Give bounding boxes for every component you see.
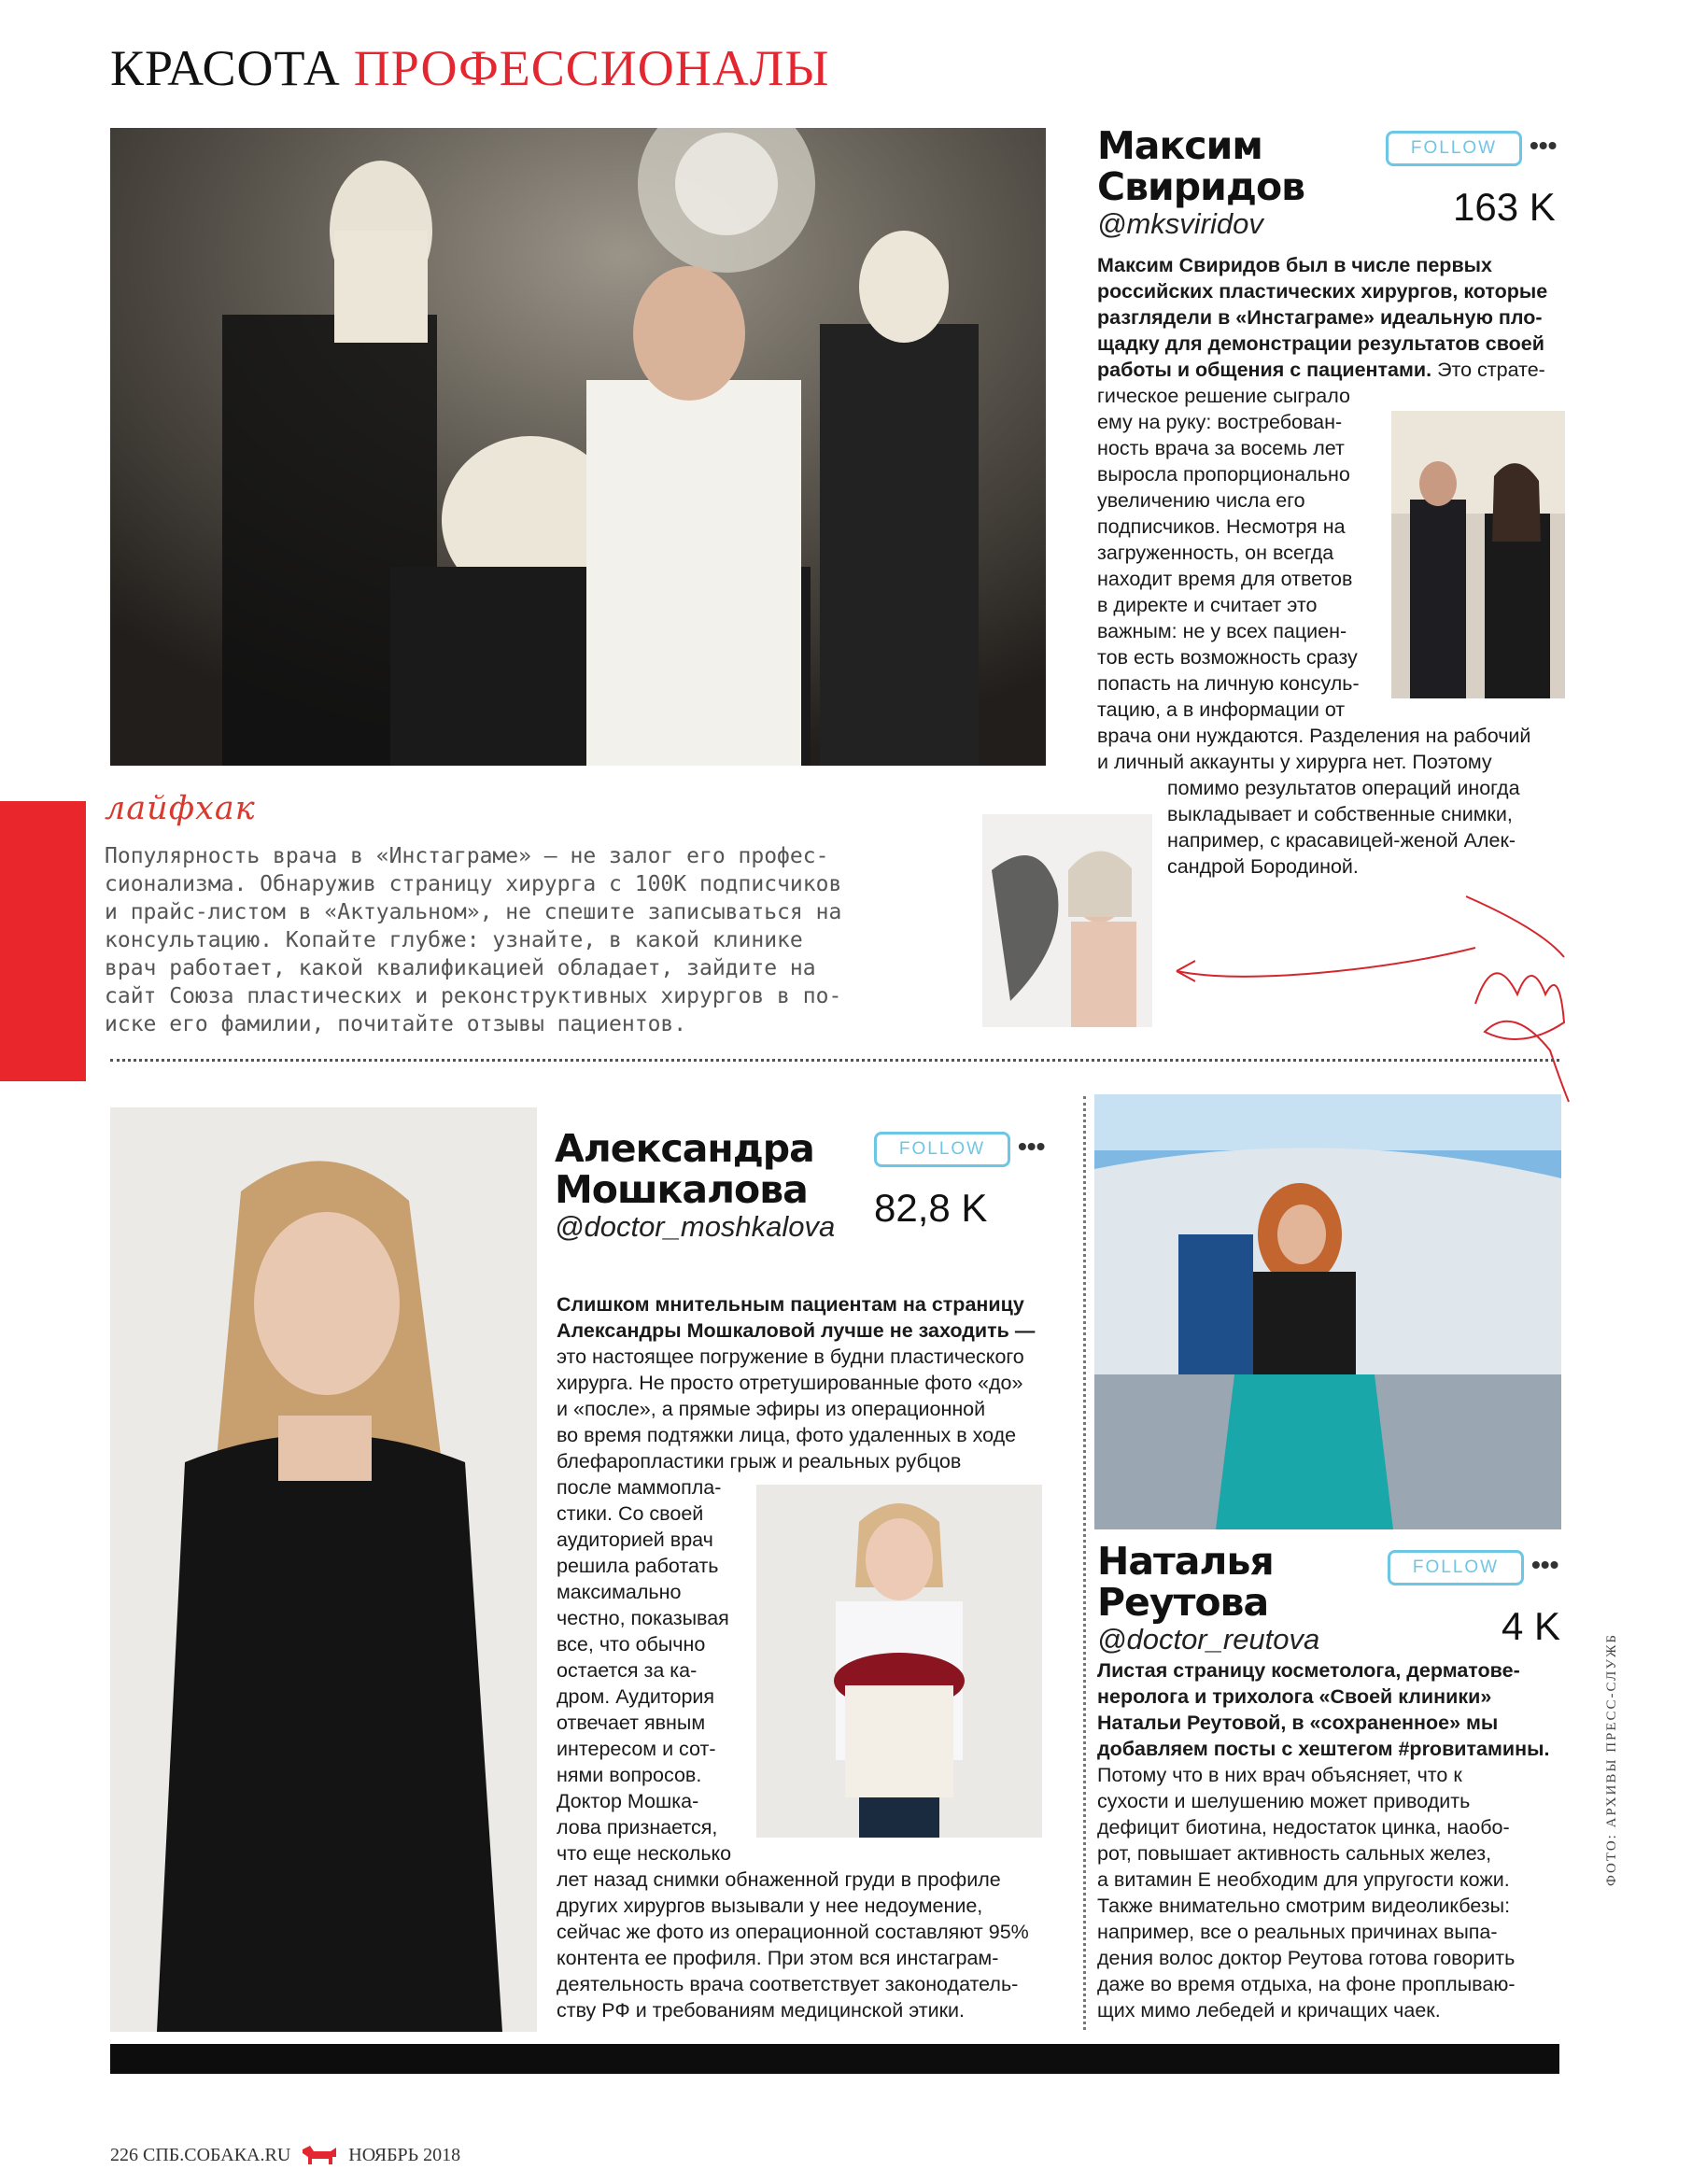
follow-button[interactable]: FOLLOW <box>1388 1550 1524 1585</box>
text-line: дром. Аудитория <box>557 1685 715 1708</box>
more-options-icon[interactable]: ••• <box>1018 1132 1046 1161</box>
text-line: а витамин Е необходим для упругости кожи. <box>1097 1868 1510 1891</box>
text-line: попасть на личную консуль- <box>1097 672 1360 695</box>
text-line: Листая страницу косметолога, дерматове- <box>1097 1659 1520 1682</box>
text-line: Александры Мошкаловой лучше не заходить — <box>557 1319 1036 1342</box>
text-line: блефаропластики грыж и реальных рубцов <box>557 1450 962 1472</box>
text-line: нями вопросов. <box>557 1764 702 1786</box>
text-line: ству РФ и требованиям медицинской этики. <box>557 1999 965 2022</box>
text-line: гическое решение сыграло <box>1097 385 1350 407</box>
text-line: сухости и шелушению может приводить <box>1097 1790 1471 1812</box>
more-options-icon[interactable]: ••• <box>1530 131 1558 160</box>
text-line: это настоящее погружение в будни пластического <box>557 1346 1024 1368</box>
followers-count: 163 K <box>1453 185 1556 229</box>
rubric <box>110 39 830 97</box>
column-divider <box>1083 1096 1086 2030</box>
more-options-icon[interactable]: ••• <box>1531 1550 1559 1579</box>
inset-photo-instagram <box>982 814 1152 1027</box>
text-line: разглядели в «Инстаграме» идеальную пло- <box>1097 306 1543 329</box>
text-line: Это страте- <box>1431 359 1545 381</box>
photo-credit: ФОТО: АРХИВЫ ПРЕСС-СЛУЖБ <box>1604 1632 1619 1886</box>
text-line: сейчас же фото из операционной составляют 95% <box>557 1921 1029 1943</box>
text-line: лет назад снимки обнаженной груди в профиле <box>557 1868 1001 1891</box>
text-line: ему на руку: востребован- <box>1097 411 1343 433</box>
profile-name <box>1097 125 1304 207</box>
text-line: неролога и трихолога «Своей клиники» <box>1097 1685 1492 1708</box>
section-title: КРАСОТА <box>110 40 341 96</box>
text-line: подписчиков. Несмотря на <box>1097 515 1346 538</box>
text-line: увеличению числа его <box>1097 489 1305 512</box>
profile-photo-reutova <box>1094 1094 1561 1529</box>
text-line: Слишком мнительным пациентам на страницу <box>557 1293 1024 1316</box>
text-line: даже во время отдыха, на фоне проплываю- <box>1097 1973 1516 1995</box>
text-line: Также внимательно смотрим видеоликбезы: <box>1097 1895 1511 1917</box>
text-line: помимо результатов операций иногда <box>1167 777 1520 799</box>
profile-text <box>1097 1657 1583 2031</box>
text-line: и «после», а прямые эфиры из операционной <box>557 1398 986 1420</box>
text-line: в директе и считает это <box>1097 594 1318 616</box>
text-line: загруженность, он всегда <box>1097 542 1334 564</box>
main-photo <box>110 128 1046 766</box>
accent-bar <box>0 801 86 1081</box>
lifehack-line: врач работает, какой квалификацией обладает, зайдите на <box>105 956 816 980</box>
text-line: тацию, а в информации от <box>1097 698 1346 721</box>
text-line: хирурга. Не просто отретушированные фото «до» <box>557 1372 1023 1394</box>
text-line: например, с красавицей-женой Алек- <box>1167 829 1516 852</box>
text-line: добавляем посты с хештегом #proвитамины. <box>1097 1738 1550 1760</box>
dog-logo-icon <box>301 2144 338 2164</box>
profile-name-line: Наталья <box>1097 1539 1274 1584</box>
lifehack-line: сайт Союза пластических и реконструктивных хирургов в по- <box>105 984 842 1008</box>
lifehack-line: Популярность врача в «Инстаграме» — не залог его профес- <box>105 844 829 868</box>
text-line: стики. Со своей <box>557 1502 704 1525</box>
text-line: дефицит биотина, недостаток цинка, наобо- <box>1097 1816 1510 1839</box>
text-line: рот, повышает активность сальных желез, <box>1097 1842 1492 1865</box>
text-line: Максим Свиридов был в числе первых <box>1097 254 1492 276</box>
page-number: 226 СПБ.СОБАКА.RU <box>110 2145 291 2165</box>
text-line: других хирургов вызывали у нее недоумение, <box>557 1895 983 1917</box>
text-line: Натальи Реутовой, в «сохраненное» мы <box>1097 1712 1499 1734</box>
section-divider <box>110 1059 1559 1062</box>
text-line: врача они нуждаются. Разделения на рабочий <box>1097 725 1531 747</box>
profile-name-line: Реутова <box>1097 1580 1269 1625</box>
profile-name-line: Свиридов <box>1097 164 1305 209</box>
issue-date: НОЯБРЬ 2018 <box>348 2145 461 2165</box>
text-line: отвечает явным <box>557 1712 706 1734</box>
lifehack-line: консультацию. Копайте глубже: узнайте, в какой клинике <box>105 928 803 952</box>
text-line: выросла пропорционально <box>1097 463 1350 486</box>
profile-name-line: Мошкалова <box>555 1167 808 1212</box>
text-line: работы и общения с пациентами. <box>1097 359 1432 381</box>
text-line: деятельность врача соответствует законодатель- <box>557 1973 1019 1995</box>
text-line: и личный аккаунты у хирурга нет. Поэтому <box>1097 751 1492 773</box>
text-line: Потому что в них врач объясняет, что к <box>1097 1764 1462 1786</box>
profile-name <box>1097 1541 1274 1623</box>
text-line: российских пластических хирургов, которые <box>1097 280 1548 303</box>
profile-handle[interactable]: @doctor_moshkalova <box>555 1210 836 1243</box>
lifehack-text <box>105 842 945 1040</box>
text-line: щих мимо лебедей и кричащих чаек. <box>1097 1999 1441 2022</box>
inset-photo-roses <box>756 1485 1042 1838</box>
text-line: тов есть возможность сразу <box>1097 646 1358 669</box>
follow-button[interactable]: FOLLOW <box>874 1132 1010 1167</box>
lifehack-line: сионализма. Обнаружив страницу хирурга с 100K подписчиков <box>105 872 842 896</box>
text-line: например, все о реальных причинах выпа- <box>1097 1921 1498 1943</box>
text-line: выкладывает и собственные снимки, <box>1167 803 1513 825</box>
text-line: находит время для ответов <box>1097 568 1353 590</box>
profile-name <box>555 1128 814 1210</box>
text-line: интересом и сот- <box>557 1738 716 1760</box>
text-line: решила работать <box>557 1555 719 1577</box>
text-line: Доктор Мошка- <box>557 1790 699 1812</box>
lifehack-line: и прайс-листом в «Актуальном», не спешите записываться на <box>105 900 842 924</box>
subsection-title: ПРОФЕССИОНАЛЫ <box>353 40 830 96</box>
bottom-bar <box>110 2044 1559 2074</box>
text-line: сандрой Бородиной. <box>1167 855 1359 878</box>
text-line: аудиторией врач <box>557 1529 713 1551</box>
text-line: честно, показывая <box>557 1607 729 1629</box>
inset-photo-couple <box>1391 411 1565 698</box>
text-line: ность врача за восемь лет <box>1097 437 1345 459</box>
text-line: во время подтяжки лица, фото удаленных в ходе <box>557 1424 1017 1446</box>
follow-button[interactable]: FOLLOW <box>1386 131 1522 166</box>
profile-photo-moshkalova <box>110 1107 537 2032</box>
text-line: остается за ка- <box>557 1659 698 1682</box>
profile-name-line: Максим <box>1097 123 1262 168</box>
signature-arrow <box>1167 892 1578 1106</box>
text-line: дения волос доктор Реутова готова говорить <box>1097 1947 1516 1969</box>
text-line: контента ее профиля. При этом вся инстаграм- <box>557 1947 999 1969</box>
page-footer <box>110 2144 460 2166</box>
text-line: все, что обычно <box>557 1633 706 1656</box>
text-line: что еще несколько <box>557 1842 732 1865</box>
text-line: щадку для демонстрации результатов своей <box>1097 332 1544 355</box>
followers-count: 4 K <box>1502 1604 1561 1648</box>
profile-name-line: Александра <box>555 1126 814 1171</box>
lifehack-line: иске его фамилии, почитайте отзывы пациентов. <box>105 1012 687 1036</box>
text-line: важным: не у всех пациен- <box>1097 620 1347 642</box>
text-line: лова признается, <box>557 1816 718 1839</box>
lifehack-label: лайфхак <box>105 790 256 827</box>
profile-handle[interactable]: @mksviridov <box>1097 207 1263 240</box>
profile-handle[interactable]: @doctor_reutova <box>1097 1623 1320 1656</box>
text-line: после маммопла- <box>557 1476 722 1499</box>
followers-count: 82,8 K <box>874 1186 988 1230</box>
text-line: максимально <box>557 1581 682 1603</box>
